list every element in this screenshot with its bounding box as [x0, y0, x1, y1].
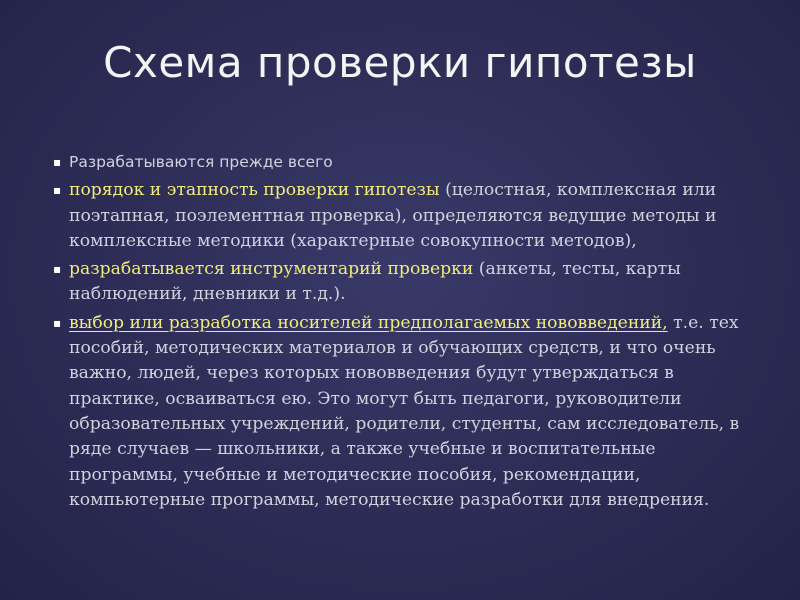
bullet-dot-icon: ▪ [53, 262, 62, 277]
bullet-item-4 [52, 311, 762, 513]
bullet-text: (анкеты, тесты, карты наблюдений, дневники и т.д.). [69, 259, 681, 305]
bullet-item-1 [52, 150, 762, 175]
bullet-item-3 [52, 257, 762, 308]
bullet-dot-icon: ▪ [53, 155, 62, 169]
slide-title: Схема проверки гипотезы [103, 38, 697, 87]
bullet-text: Разрабатываются прежде всего [69, 153, 333, 171]
bullet-dot-icon: ▪ [53, 315, 62, 330]
bullet-highlight: выбор или разработка носителей предполагаемых нововведений, [69, 312, 668, 333]
bullet-text: (целостная, комплексная или поэтапная, поэлементная проверка), определяются ведущие методы и комплексные методики (характерные совокупности методов), [69, 180, 717, 251]
bullet-item-2 [52, 178, 762, 254]
bullet-highlight: разрабатывается инструментарий проверки [69, 259, 474, 280]
bullet-list [52, 150, 762, 513]
bullet-text: т.е. тех пособий, методических материалов и обучающих средств, и что очень важно, людей, через которых нововведения будут утверждаться в практике, осваиваться ею. Это могут быть педагоги, руководители образовательных учреждений, родители, студенты, сам исследователь, в ряде случаев — школьники, а также учебные и воспитательные программы, учебные и методические пособия, рекомендации, компьютерные программы, методические разработки для внедрения. [69, 312, 740, 510]
bullet-highlight: порядок и этапность проверки гипотезы [69, 180, 440, 201]
bullet-dot-icon: ▪ [53, 183, 62, 198]
